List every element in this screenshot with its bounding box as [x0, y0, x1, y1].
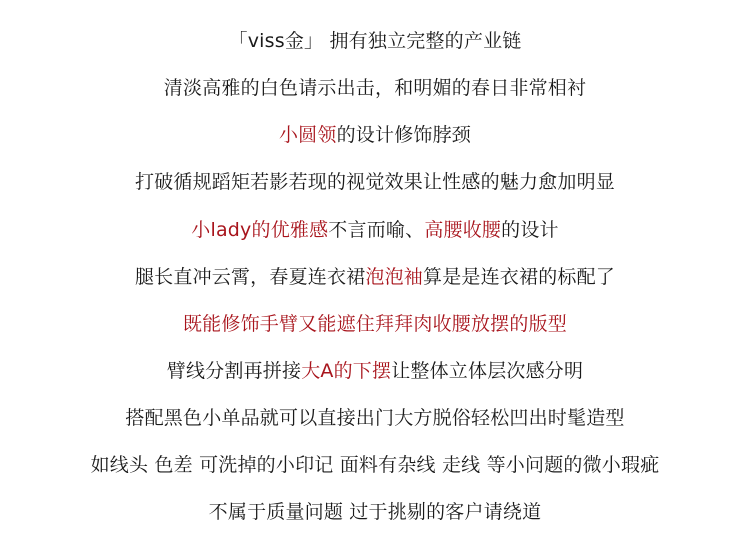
- line-segment: 腿长直冲云霄，春夏连衣裙: [134, 266, 366, 288]
- highlight-segment: 泡泡袖: [365, 266, 423, 288]
- highlight-segment: 既能修饰手臂又能遮住拜拜肉收腰放摆的版型: [182, 313, 567, 335]
- line-segment: 算是是连衣裙的标配了: [423, 266, 616, 288]
- text-line-7: [0, 309, 750, 339]
- highlight-segment: 小圆领: [278, 124, 337, 146]
- text-line-10: [0, 450, 750, 480]
- highlight-segment: 小lady的优雅感: [191, 219, 329, 241]
- text-line-8: [0, 356, 750, 386]
- line-segment: 的设计: [501, 219, 559, 241]
- line-segment: 不言而喻、: [328, 219, 425, 241]
- text-line-6: [0, 262, 750, 292]
- line-segment: 清淡高雅的白色请示出击，和明媚的春日非常相衬: [163, 77, 587, 99]
- line-segment: 让整体立体层次感分明: [391, 360, 584, 382]
- line-segment: 的设计修饰脖颈: [336, 124, 471, 146]
- line-segment: 如线头 色差 可洗掉的小印记 面料有杂线 走线 等小问题的微小瑕疵: [90, 454, 660, 476]
- text-line-1: [0, 26, 750, 56]
- line-segment: 臂线分割再拼接: [166, 360, 302, 382]
- line-segment: 打破循规蹈矩若影若现的视觉效果让性感的魅力愈加明显: [134, 171, 615, 193]
- text-line-5: [0, 215, 750, 245]
- text-line-11: [0, 497, 750, 527]
- line-segment: 不属于质量问题 过于挑剔的客户请绕道: [208, 501, 542, 523]
- line-segment: 搭配黑色小单品就可以直接出门大方脱俗轻松凹出时髦造型: [125, 407, 625, 429]
- text-line-2: [0, 73, 750, 103]
- highlight-segment: 高腰收腰: [424, 219, 502, 241]
- highlight-segment: 大A的下摆: [301, 360, 392, 382]
- line-segment: 「viss金」 拥有独立完整的产业链: [228, 30, 522, 52]
- text-line-9: [0, 403, 750, 433]
- text-line-4: [0, 167, 750, 197]
- text-line-3: [0, 120, 750, 150]
